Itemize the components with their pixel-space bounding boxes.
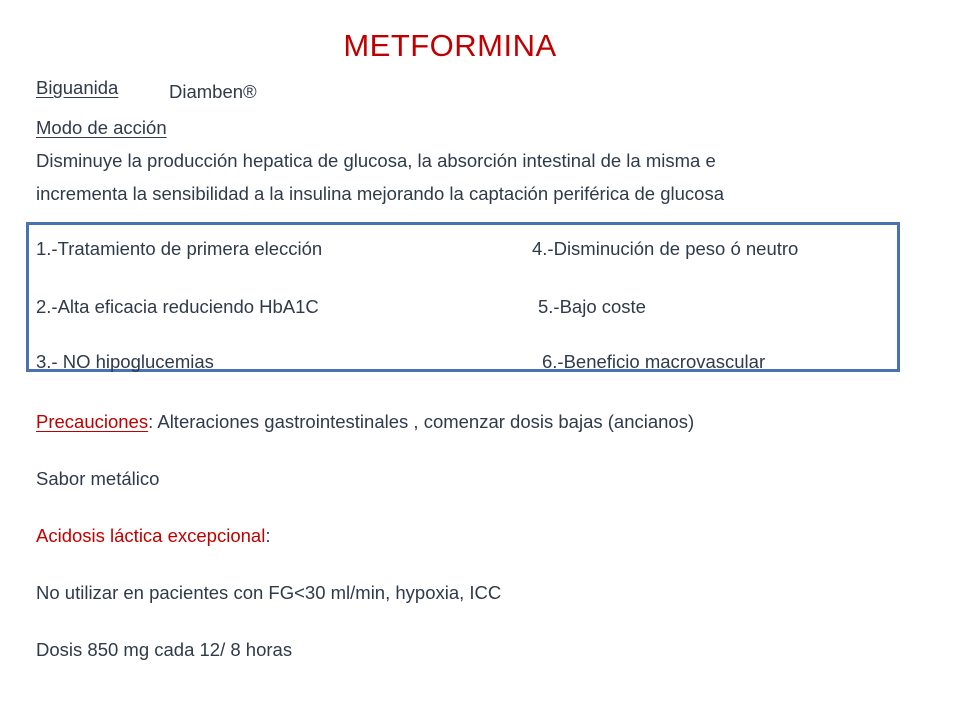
taste-note: Sabor metálico (36, 468, 160, 489)
acidosis-label: Acidosis láctica excepcional (36, 525, 266, 546)
benefit-item: 1.-Tratamiento de primera elección (36, 238, 323, 259)
benefit-item: 6.-Beneficio macrovascular (542, 351, 766, 372)
mechanism-heading: Modo de acción (36, 117, 167, 138)
mechanism-line-1: Disminuye la producción hepatica de glucosa, la absorción intestinal de la misma e (36, 150, 716, 171)
brand-name: Diamben® (169, 81, 257, 102)
mechanism-line-2: incrementa la sensibilidad a la insulina mejorando la captación periférica de glucosa (36, 183, 724, 204)
dose-note: Dosis 850 mg cada 12/ 8 horas (36, 639, 293, 660)
drug-class-label: Biguanida (36, 77, 119, 98)
acidosis-colon: : (265, 525, 271, 546)
benefit-item: 4.-Disminución de peso ó neutro (532, 238, 799, 259)
benefit-item: 2.-Alta eficacia reduciendo HbA1C (36, 296, 319, 317)
precautions-line (36, 411, 694, 433)
page-title: METFORMINA (343, 28, 557, 63)
acidosis-line (36, 525, 270, 547)
contraindication-note: No utilizar en pacientes con FG<30 ml/min, hypoxia, ICC (36, 582, 502, 603)
benefit-item: 3.- NO hipoglucemias (36, 351, 214, 372)
precautions-text: : Alteraciones gastrointestinales , comenzar dosis bajas (ancianos) (148, 411, 695, 432)
precautions-heading: Precauciones (36, 411, 149, 432)
benefit-item: 5.-Bajo coste (538, 296, 646, 317)
